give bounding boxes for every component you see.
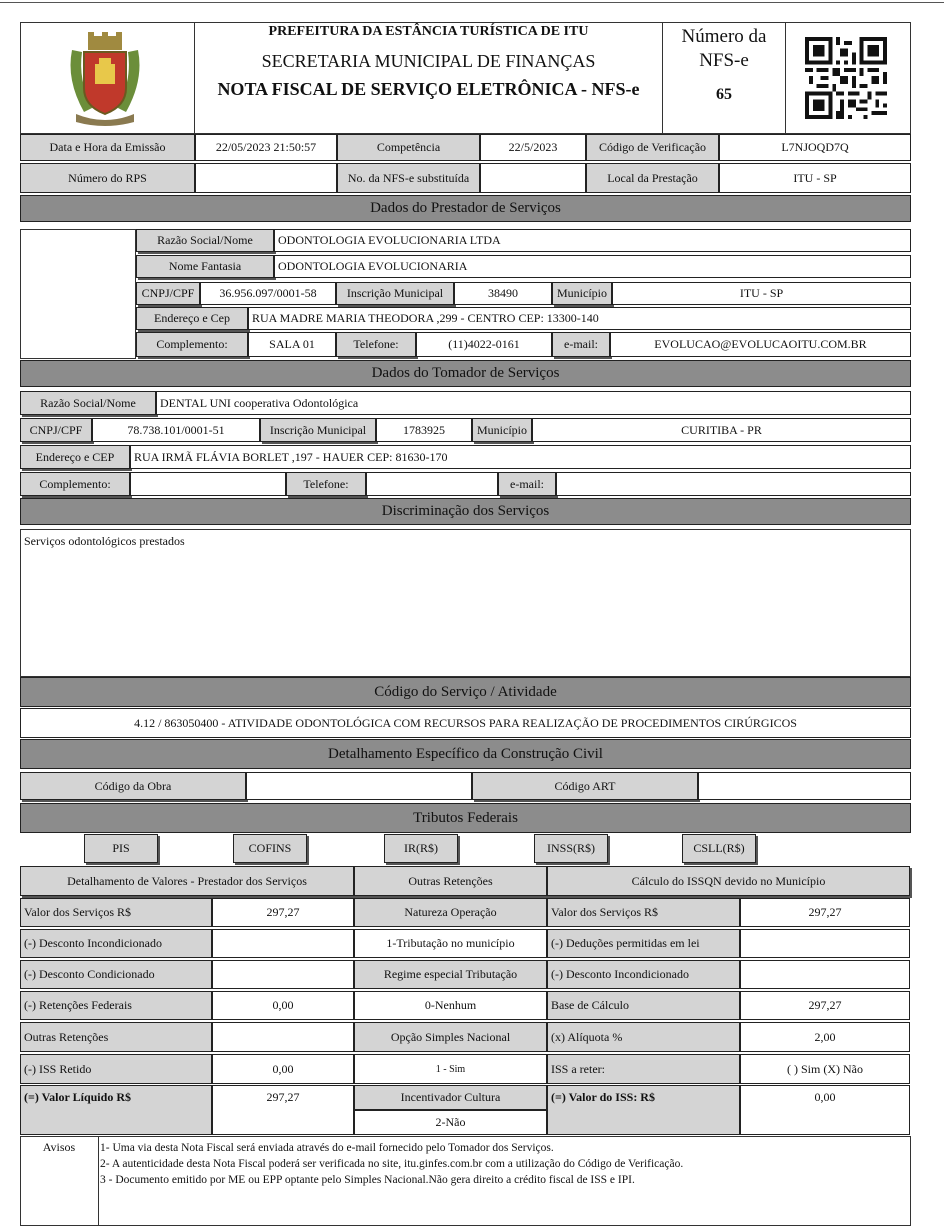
codigo-obra-label: Código da Obra (20, 772, 246, 800)
emission-date-value: 22/05/2023 21:50:57 (195, 134, 337, 161)
prestador-endereco-value: RUA MADRE MARIA THEODORA ,299 - CENTRO CEP: 13300-140 (248, 307, 911, 330)
prestador-telefone-value: (11)4022-0161 (416, 332, 552, 357)
c3-valor-servicos-value: 297,27 (740, 898, 910, 927)
simples-nacional-label: Opção Simples Nacional (354, 1022, 547, 1052)
tomador-im-label: Inscrição Municipal (260, 418, 376, 442)
valor-servicos-label: Valor dos Serviços R$ (20, 898, 212, 927)
valor-liquido-label: (=) Valor Líquido R$ (20, 1085, 212, 1135)
coat-of-arms-icon (62, 30, 148, 128)
prestador-telefone-label: Telefone: (336, 332, 416, 357)
desconto-condicionado-value (212, 960, 354, 989)
tributo-cofins-label: COFINS (233, 834, 307, 863)
tomador-cnpj-value: 78.738.101/0001-51 (92, 418, 260, 442)
rps-number-value (195, 163, 337, 193)
desconto-condicionado-label: (-) Desconto Condicionado (20, 960, 212, 989)
tributo-inss-label: INSS(R$) (534, 834, 608, 863)
section-codigo-servico-title: Código do Serviço / Atividade (20, 677, 911, 707)
iss-reter-value: ( ) Sim (X) Não (740, 1054, 910, 1084)
tomador-municipio-value: CURITIBA - PR (532, 418, 911, 442)
iss-reter-label: ISS a reter: (547, 1054, 740, 1084)
aviso-item: 2- A autenticidade desta Nota Fiscal poderá ser verificada no site, itu.ginfes.com.br com a utilização do Código de Verificação. (100, 1158, 684, 1170)
competencia-label: Competência (337, 134, 480, 161)
base-calculo-value: 297,27 (740, 991, 910, 1020)
retencoes-federais-value: 0,00 (212, 991, 354, 1020)
header-line-1: PREFEITURA DA ESTÂNCIA TURÍSTICA DE ITU (268, 24, 589, 39)
valores-col2-header: Outras Retenções (354, 866, 547, 896)
incentivador-cultura-label: Incentivador Cultura (354, 1085, 547, 1110)
emission-date-label: Data e Hora da Emissão (20, 134, 195, 161)
desconto-incondicionado-value (212, 929, 354, 958)
iss-retido-label: (-) ISS Retido (20, 1054, 212, 1084)
tomador-endereco-label: Endereço e CEP (20, 445, 130, 469)
competencia-value: 22/5/2023 (480, 134, 586, 161)
verification-code-value: L7NJOQD7Q (719, 134, 911, 161)
desconto-incondicionado-label: (-) Desconto Incondicionado (20, 929, 212, 958)
prestador-municipio-label: Município (552, 282, 612, 305)
valor-iss-label: (=) Valor do ISS: R$ (547, 1085, 740, 1135)
tomador-email-value (556, 472, 911, 496)
retencoes-federais-label: (-) Retenções Federais (20, 991, 212, 1020)
substituted-nfse-value (480, 163, 586, 193)
tomador-razao-value: DENTAL UNI cooperativa Odontológica (156, 391, 911, 415)
prestador-logo-area (20, 229, 136, 359)
tomador-telefone-value (366, 472, 498, 496)
discriminacao-text: Serviços odontológicos prestados (20, 529, 911, 677)
regime-tributacao-label: Regime especial Tributação (354, 960, 547, 989)
outras-retencoes-label: Outras Retenções (20, 1022, 212, 1052)
tomador-complemento-label: Complemento: (20, 472, 130, 496)
local-prestacao-label: Local da Prestação (586, 163, 719, 193)
regime-tributacao-value: 0-Nenhum (354, 991, 547, 1020)
prestador-im-value: 38490 (454, 282, 552, 305)
section-prestador-title: Dados do Prestador de Serviços (20, 195, 911, 222)
section-discriminacao-title: Discriminação dos Serviços (20, 498, 911, 525)
header-line-2: SECRETARIA MUNICIPAL DE FINANÇAS (261, 51, 596, 71)
iss-retido-value: 0,00 (212, 1054, 354, 1084)
section-tributos-title: Tributos Federais (20, 803, 911, 833)
header-divider (785, 22, 786, 134)
nfse-number-label: NFS-e (699, 50, 749, 71)
header-line-3: NOTA FISCAL DE SERVIÇO ELETRÔNICA - NFS-e (217, 79, 640, 99)
prestador-complemento-value: SALA 01 (248, 332, 336, 357)
verification-code-label: Código de Verificação (586, 134, 719, 161)
aliquota-label: (x) Alíquota % (547, 1022, 740, 1052)
tributo-ir-label: IR(R$) (384, 834, 458, 863)
prestador-email-value: EVOLUCAO@EVOLUCAOITU.COM.BR (610, 332, 911, 357)
section-tomador-title: Dados do Tomador de Serviços (20, 360, 911, 387)
rps-number-label: Número do RPS (20, 163, 195, 193)
tomador-im-value: 1783925 (376, 418, 472, 442)
deducoes-value (740, 929, 910, 958)
tomador-complemento-value (130, 472, 286, 496)
aviso-item: 3 - Documento emitido por ME ou EPP optante pelo Simples Nacional.Não gera direito a crédito fiscal de ISS e IPI. (100, 1174, 635, 1186)
prestador-email-label: e-mail: (552, 332, 610, 357)
prestador-im-label: Inscrição Municipal (336, 282, 454, 305)
valor-iss-value: 0,00 (740, 1085, 910, 1135)
codigo-art-label: Código ART (472, 772, 698, 800)
valor-servicos-value: 297,27 (212, 898, 354, 927)
codigo-art-value (698, 772, 911, 800)
tomador-razao-label: Razão Social/Nome (20, 391, 156, 415)
substituted-nfse-label: No. da NFS-e substituída (337, 163, 480, 193)
prestador-cnpj-label: CNPJ/CPF (136, 282, 200, 305)
nfse-number-label: Número da (681, 26, 767, 47)
c3-valor-servicos-label: Valor dos Serviços R$ (547, 898, 740, 927)
prestador-cnpj-value: 36.956.097/0001-58 (200, 282, 336, 305)
tomador-telefone-label: Telefone: (286, 472, 366, 496)
c3-desconto-incondicionado-value (740, 960, 910, 989)
prestador-municipio-value: ITU - SP (612, 282, 911, 305)
natureza-operacao-value: 1-Tributação no município (354, 929, 547, 958)
base-calculo-label: Base de Cálculo (547, 991, 740, 1020)
codigo-obra-value (246, 772, 472, 800)
aliquota-value: 2,00 (740, 1022, 910, 1052)
prestador-complemento-label: Complemento: (136, 332, 248, 357)
tomador-endereco-value: RUA IRMÃ FLÁVIA BORLET ,197 - HAUER CEP: 81630-170 (130, 445, 911, 469)
tributo-csll-label: CSLL(R$) (682, 834, 756, 863)
section-construcao-title: Detalhamento Específico da Construção Civil (20, 739, 911, 769)
tomador-municipio-label: Município (472, 418, 532, 442)
simples-nacional-value: 1 - Sim (354, 1054, 547, 1084)
prestador-razao-value: ODONTOLOGIA EVOLUCIONARIA LTDA (274, 229, 911, 252)
tomador-email-label: e-mail: (498, 472, 556, 496)
nfse-number-value: 65 (716, 86, 732, 103)
tomador-cnpj-label: CNPJ/CPF (20, 418, 92, 442)
prestador-razao-label: Razão Social/Nome (136, 229, 274, 252)
natureza-operacao-label: Natureza Operação (354, 898, 547, 927)
prestador-endereco-label: Endereço e Cep (136, 307, 248, 330)
valores-col3-header: Cálculo do ISSQN devido no Município (547, 866, 910, 896)
aviso-item: 1- Uma via desta Nota Fiscal será enviada através do e-mail fornecido pelo Tomador dos Serviços. (100, 1142, 554, 1154)
deducoes-label: (-) Deduções permitidas em lei (547, 929, 740, 958)
top-rule (0, 2, 944, 3)
codigo-servico-text: 4.12 / 863050400 - ATIVIDADE ODONTOLÓGICA COM RECURSOS PARA REALIZAÇÃO DE PROCEDIMENTOS CIRÚRGICOS (20, 708, 911, 738)
prestador-fantasia-label: Nome Fantasia (136, 255, 274, 278)
valores-col1-header: Detalhamento de Valores - Prestador dos Serviços (20, 866, 354, 896)
outras-retencoes-value (212, 1022, 354, 1052)
local-prestacao-value: ITU - SP (719, 163, 911, 193)
incentivador-cultura-value: 2-Não (354, 1110, 547, 1135)
avisos-list (100, 1140, 908, 1188)
avisos-label: Avisos (42, 1140, 76, 1154)
c3-desconto-incondicionado-label: (-) Desconto Incondicionado (547, 960, 740, 989)
qr-code-icon (805, 36, 887, 120)
valor-liquido-value: 297,27 (212, 1085, 354, 1135)
prestador-fantasia-value: ODONTOLOGIA EVOLUCIONARIA (274, 255, 911, 278)
tributo-pis-label: PIS (84, 834, 158, 863)
